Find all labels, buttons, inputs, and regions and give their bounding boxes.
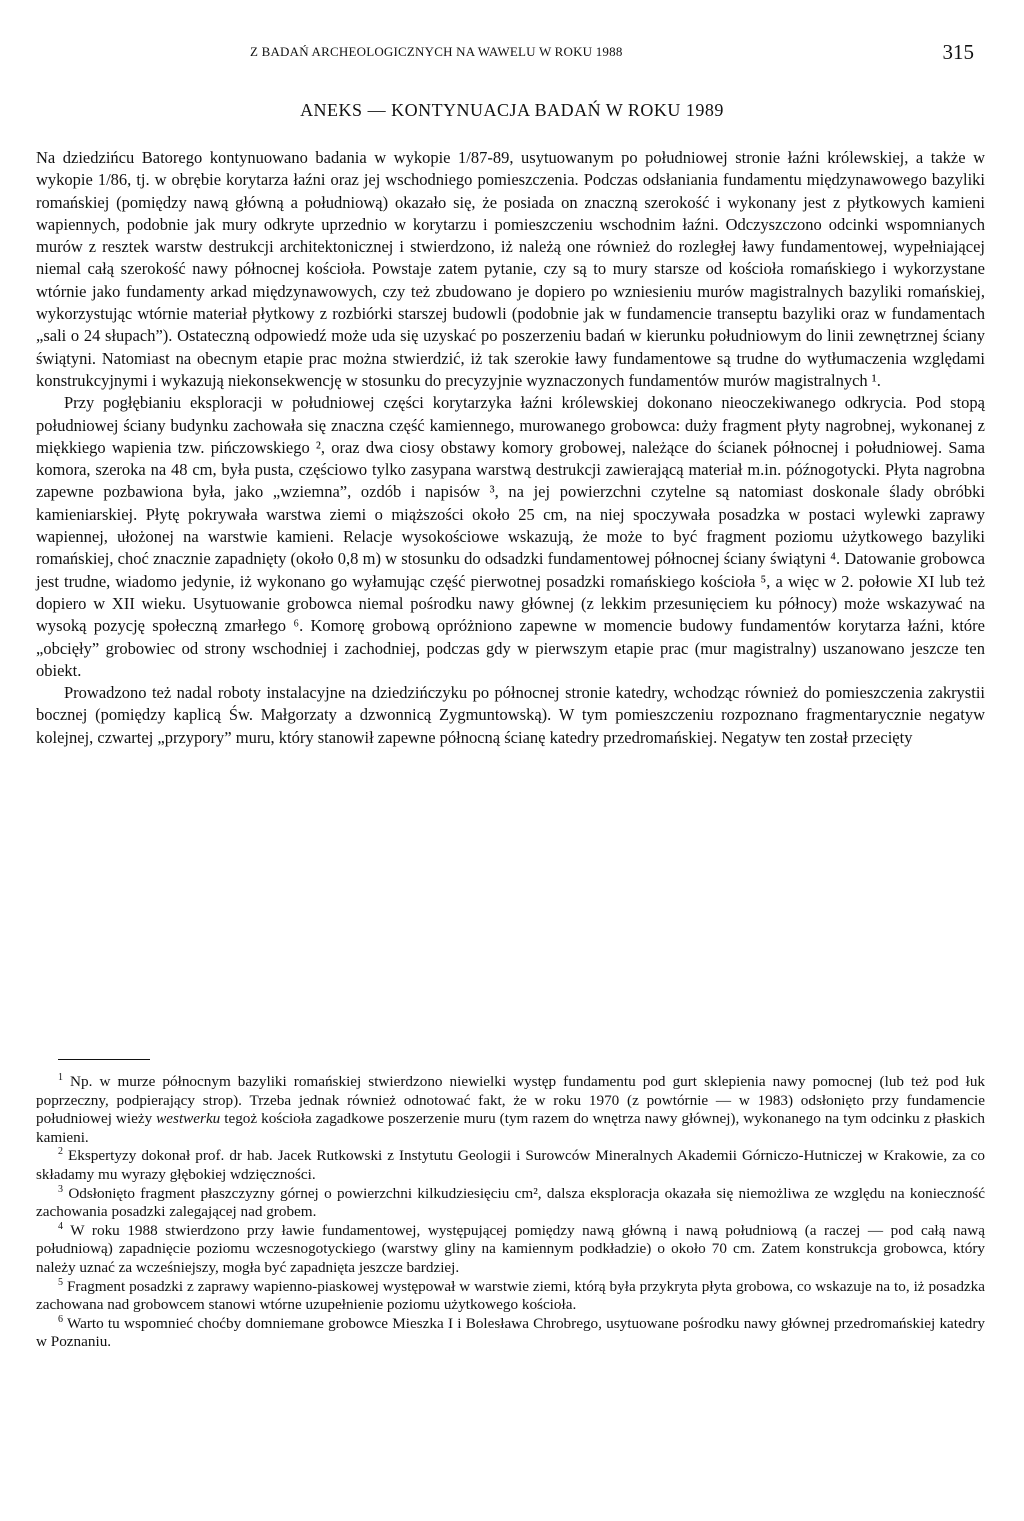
footnote-number: 4 bbox=[58, 1220, 63, 1232]
footnote-text: W roku 1988 stwierdzono przy ławie fundamentowej, występującej pomiędzy nawą główną i nawą południową (a raczej — pod całą nawą południową) zapadnięcie poziomu wczesnogotyckiego (warstwy gliny na kamiennym podkładzie) o około 70 cm. Zatem konstrukcja grobowca, który należy uznać za wcześniejszy, mogła być zapadnięta jeszcze bardziej. bbox=[36, 1221, 985, 1276]
footnote-5 bbox=[36, 1278, 985, 1315]
running-head: Z BADAŃ ARCHEOLOGICZNYCH NA WAWELU W ROKU 1988 bbox=[250, 44, 623, 59]
footnote-text-cont: tegoż kościoła zagadkowe poszerzenie muru (tym razem do wnętrza nawy głównej), wykonanego na tym odcinku z płaskich kamieni. bbox=[36, 1110, 985, 1146]
footnote-number: 6 bbox=[58, 1313, 63, 1325]
paragraph-3: Prowadzono też nadal roboty instalacyjne na dziedzińczyku po północnej stronie katedry, wchodząc również do pomieszczenia zakrystii bocznej (pomiędzy kaplicą Św. Małgorzaty a dzwonnicą Zygmuntowską). W tym pomieszczeniu rozpoznano fragmentarycznie negatyw kolejnej, czwartej „przypory” muru, który stanowił zapewne północną ścianę katedry przedromańskiej. Negatyw ten został przecięty bbox=[36, 683, 985, 747]
footnote-italic: westwerku bbox=[156, 1110, 221, 1128]
footnote-separator bbox=[58, 1059, 150, 1060]
footnote-text: Fragment posadzki z zaprawy wapienno-piaskowej występował w warstwie ziemi, którą była przykryta płyta grobowa, co wskazuje na to, iż posadzka zachowana nad grobowcem stanowi wtórne uzupełnienie poziomu użytkowego kościoła. bbox=[36, 1277, 985, 1314]
footnote-text: Np. w murze północnym bazyliki romańskiej stwierdzono niewielki występ fundamentu pod gurt sklepienia nawy pomocnej (lub też pod łuk poprzeczny, podpierający strop). Trzeba jednak również odnotować fakt, że w roku 1970 (z powtórnie — w 1983) odsłonięto przy fundamencie południowej wieży bbox=[36, 1073, 986, 1128]
footnotes bbox=[36, 1073, 985, 1352]
footnote-text: Warto tu wspomnieć choćby domniemane grobowce Mieszka I i Bolesława Chrobrego, usytuowane pośrodku nawy głównej przedromańskiej katedry w Poznaniu. bbox=[36, 1314, 985, 1351]
footnote-number: 1 bbox=[58, 1071, 63, 1083]
footnote-1 bbox=[36, 1073, 985, 1147]
body-text bbox=[36, 147, 985, 749]
footnote-3 bbox=[36, 1185, 985, 1222]
paragraph-1: Na dziedzińcu Batorego kontynuowano badania w wykopie 1/87-89, usytuowanym po południowej stronie łaźni królewskiej, a także w wykopie 1/86, tj. w obrębie korytarza łaźni oraz jej wschodniego pomieszczenia. Podczas odsłaniania fundamentu międzynawowego bazyliki romańskiej (pomiędzy nawą główną a południową) okazało się, że posiada on znaczną szerokość i wykonany jest z płytkowych kamieni wapiennych, podobnie jak mury odkryte uprzednio w korytarzu i pomieszczeniu wschodnim łaźni. Odczyszczono odcinki wspomnianych murów z resztek warstw destrukcji architektonicznej i stwierdzono, iż należą one również do rozległej ławy fundamentowej, wypełniającej niemal całą szerokość nawy północnej kościoła. Powstaje zatem pytanie, czy są to mury starsze od kościoła romańskiego i wykorzystane wtórnie jako fundamenty arkad międzynawowych, czy też zbudowano je dopiero po wzniesieniu murów magistralnych bazyliki romańskiej, wykorzystując wtórnie materiał płytkowy z rozbiórki starszej budowli (podobnie jak w fundamencie transeptu bazyliki oraz w fundamentach „sali o 24 słupach”). Ostateczną odpowiedź może uda się uzyskać po poszerzeniu badań w kierunku południowym do linii zewnętrznej ściany świątyni. Natomiast na obecnym etapie prac można stwierdzić, iż tak szerokie ławy fundamentowe są trudne do wytłumaczenia względami konstrukcyjnymi i wykazują niekonsekwencję w stosunku do precyzyjnie wyznaczonych fundamentów murów magistralnych ¹. bbox=[36, 148, 985, 390]
page-number: 315 bbox=[942, 40, 974, 64]
footnote-number: 3 bbox=[58, 1183, 63, 1195]
footnote-text: Ekspertyzy dokonał prof. dr hab. Jacek Rutkowski z Instytutu Geologii i Surowców Mineralnych Akademii Górniczo-Hutniczej w Krakowie, za co składamy mu wyrazy głębokiej wdzięczności. bbox=[36, 1147, 985, 1183]
footnote-number: 5 bbox=[58, 1276, 63, 1288]
section-title: ANEKS — KONTYNUACJA BADAŃ W ROKU 1989 bbox=[300, 100, 724, 120]
footnote-text: Odsłonięto fragment płaszczyzny górnej o powierzchni kilkudziesięciu cm², dalsza eksploracja okazała się niemożliwa ze względu na konieczność zachowania posadzki zalegającej nad grobem. bbox=[36, 1184, 985, 1221]
paragraph-2: Przy pogłębianiu eksploracji w południowej części korytarzyka łaźni królewskiej dokonano nieoczekiwanego odkrycia. Pod stopą południowej ściany budynku zachowała się znaczna część kamiennego, murowanego grobowca: duży fragment płyty nagrobnej, wykonanej z miękkiego wapienia tzw. pińczowskiego ², oraz dwa ciosy obstawy komory grobowej, należące do ścianek północnej i południowej. Sama komora, szeroka na 48 cm, była pusta, częściowo tylko zasypana warstwą destrukcji zawierającą materiał m.in. późnogotycki. Płyta nagrobna zapewne pozbawiona była, jako „wziemna”, ozdób i napisów ³, na jej powierzchni czytelne są natomiast doskonale ślady obróbki kamieniarskiej. Płytę pokrywała warstwa ziemi o miąższości około 25 cm, na niej spoczywała posadzka w postaci wylewki zaprawy wapiennej, ułożonej na warstwie kamieni. Relacje wysokościowe wskazują, że może to być fragment poziomu użytkowego bazyliki romańskiej, choć znacznie zapadnięty (około 0,8 m) w stosunku do odsadzki fundamentowej północnej ściany świątyni ⁴. Datowanie grobowca jest trudne, wiadomo jedynie, iż wykonano go wyłamując część pierwotnej posadzki romańskiego kościoła ⁵, a więc w 2. połowie XI lub też dopiero w XII wieku. Usytuowanie grobowca niemal pośrodku nawy głównej (z lekkim przesunięciem ku północy) może wskazywać na wysoką pozycję społeczną zmarłego ⁶. Komorę grobową opróżniono zapewne w momencie budowy fundamentów korytarza łaźni, które „obcięły” grobowiec od strony wschodniej i zachodniej, podczas gdy w pierwszym etapie prac (mur magistralny) uszanowano jeszcze ten obiekt. bbox=[36, 393, 985, 680]
footnote-number: 2 bbox=[58, 1146, 63, 1158]
footnote-4 bbox=[36, 1222, 985, 1278]
footnote-2 bbox=[36, 1147, 985, 1184]
footnote-6 bbox=[36, 1315, 985, 1352]
